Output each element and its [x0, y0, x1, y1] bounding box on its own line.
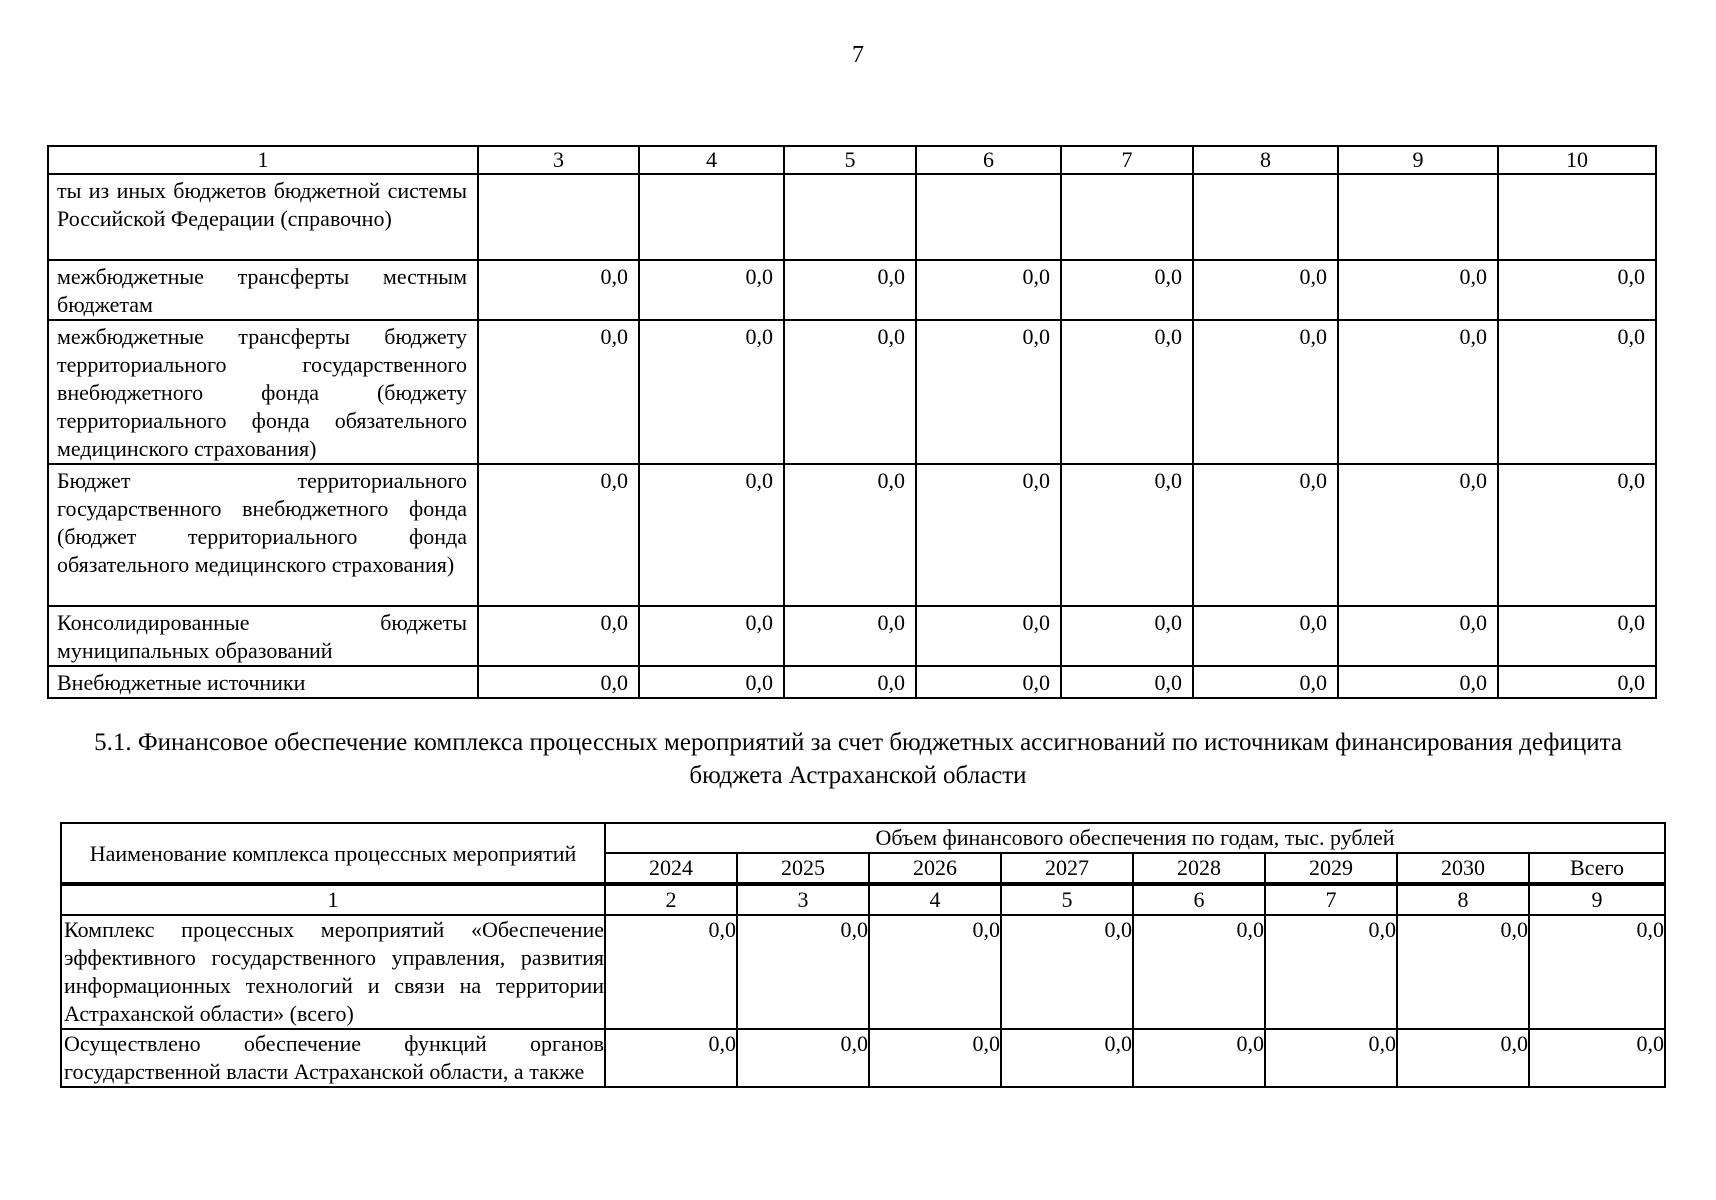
cell-value: 0,0 — [1498, 320, 1656, 464]
cell-value: 0,0 — [605, 1029, 737, 1087]
cell-value: 0,0 — [1498, 260, 1656, 320]
cell-value: 0,0 — [869, 1029, 1001, 1087]
total-header: Всего — [1529, 853, 1665, 883]
cell-value: 0,0 — [478, 606, 639, 666]
cell-value: 0,0 — [784, 464, 916, 606]
cell-value: 0,0 — [639, 320, 784, 464]
table-row — [61, 1029, 1665, 1087]
cell-value: 0,0 — [478, 320, 639, 464]
row-label: ты из иных бюджетов бюджетной системы Российской Федерации (справочно) — [48, 174, 478, 260]
section-title: 5.1. Финансовое обеспечение комплекса процессных мероприятий за счет бюджетных ассигнований по источникам финансирования дефицита бюджета Астраханской области — [94, 729, 1622, 789]
table1-col-header: 7 — [1061, 146, 1193, 174]
cell-value: 0,0 — [1001, 1029, 1133, 1087]
cell-value: 0,0 — [639, 260, 784, 320]
table2-index-row — [61, 885, 1665, 915]
cell-value: 0,0 — [916, 320, 1061, 464]
cell-value: 0,0 — [737, 915, 869, 1029]
cell-value: 0,0 — [1061, 666, 1193, 698]
table-row — [48, 464, 1656, 606]
table-row — [61, 915, 1665, 1029]
cell-value: 0,0 — [784, 260, 916, 320]
cell-value — [478, 174, 639, 260]
table2-header-row — [61, 823, 1665, 853]
cell-value: 0,0 — [1498, 606, 1656, 666]
table1-col-header: 9 — [1338, 146, 1498, 174]
row-label: Консолидированные бюджеты муниципальных образований — [48, 606, 478, 666]
cell-value: 0,0 — [916, 666, 1061, 698]
cell-value: 0,0 — [1193, 260, 1338, 320]
table1-col-header: 8 — [1193, 146, 1338, 174]
year-header: 2025 — [737, 853, 869, 883]
column-index: 1 — [61, 885, 605, 915]
table1-col-header: 4 — [639, 146, 784, 174]
cell-value: 0,0 — [1265, 915, 1397, 1029]
cell-value: 0,0 — [1193, 464, 1338, 606]
row-label: межбюджетные трансферты бюджету территориального государственного внебюджетного фонда (бюджету территориального фонда обязательного медицинского страхования) — [48, 320, 478, 464]
cell-value: 0,0 — [1061, 320, 1193, 464]
cell-value: 0,0 — [1193, 666, 1338, 698]
table1-col-header: 10 — [1498, 146, 1656, 174]
year-header: 2026 — [869, 853, 1001, 883]
column-index: 3 — [737, 885, 869, 915]
year-header: 2024 — [605, 853, 737, 883]
table1-col-header: 3 — [478, 146, 639, 174]
cell-value — [916, 174, 1061, 260]
cell-value: 0,0 — [916, 464, 1061, 606]
cell-value: 0,0 — [1133, 915, 1265, 1029]
table1-col-header: 5 — [784, 146, 916, 174]
cell-value: 0,0 — [1265, 1029, 1397, 1087]
cell-value: 0,0 — [639, 464, 784, 606]
cell-value: 0,0 — [478, 464, 639, 606]
table1-header-row — [48, 146, 1656, 174]
cell-value: 0,0 — [1529, 1029, 1665, 1087]
cell-value: 0,0 — [605, 915, 737, 1029]
cell-value: 0,0 — [784, 320, 916, 464]
cell-value: 0,0 — [1133, 1029, 1265, 1087]
table1-col-header: 1 — [48, 146, 478, 174]
column-index: 7 — [1265, 885, 1397, 915]
cell-value: 0,0 — [1061, 260, 1193, 320]
cell-value: 0,0 — [639, 606, 784, 666]
column-index: 6 — [1133, 885, 1265, 915]
column-index: 9 — [1529, 885, 1665, 915]
table1-col-header: 6 — [916, 146, 1061, 174]
name-column-header: Наименование комплекса процессных мероприятий — [61, 823, 605, 883]
cell-value: 0,0 — [1338, 464, 1498, 606]
page-number: 7 — [852, 42, 864, 68]
row-label: Бюджет территориального государственного внебюджетного фонда (бюджет территориального фонда обязательного медицинского страхования) — [48, 464, 478, 606]
year-header: 2030 — [1397, 853, 1529, 883]
table-row — [48, 666, 1656, 698]
cell-value: 0,0 — [1529, 915, 1665, 1029]
cell-value: 0,0 — [784, 606, 916, 666]
cell-value: 0,0 — [784, 666, 916, 698]
cell-value: 0,0 — [1001, 915, 1133, 1029]
cell-value: 0,0 — [1338, 666, 1498, 698]
column-index: 8 — [1397, 885, 1529, 915]
cell-value: 0,0 — [916, 260, 1061, 320]
cell-value: 0,0 — [1061, 606, 1193, 666]
cell-value: 0,0 — [1338, 606, 1498, 666]
financing-table — [60, 822, 1666, 1088]
row-label: межбюджетные трансферты местным бюджетам — [48, 260, 478, 320]
cell-value — [1498, 174, 1656, 260]
row-label: Внебюджетные источники — [48, 666, 478, 698]
table-row — [48, 606, 1656, 666]
cell-value: 0,0 — [1338, 260, 1498, 320]
cell-value: 0,0 — [478, 666, 639, 698]
cell-value: 0,0 — [1498, 666, 1656, 698]
table-row — [48, 260, 1656, 320]
budget-sources-table — [47, 145, 1657, 699]
cell-value — [1193, 174, 1338, 260]
row-label: Осуществлено обеспечение функций органов государственной власти Астраханской области, а также — [61, 1029, 605, 1087]
cell-value: 0,0 — [1338, 320, 1498, 464]
year-header: 2028 — [1133, 853, 1265, 883]
column-index: 5 — [1001, 885, 1133, 915]
cell-value — [639, 174, 784, 260]
cell-value: 0,0 — [1193, 320, 1338, 464]
cell-value: 0,0 — [737, 1029, 869, 1087]
cell-value — [1338, 174, 1498, 260]
cell-value: 0,0 — [1397, 915, 1529, 1029]
table-row — [48, 320, 1656, 464]
row-label: Комплекс процессных мероприятий «Обеспечение эффективного государственного управления, развития информационных технологий и связи на территории Астраханской области» (всего) — [61, 915, 605, 1029]
cell-value: 0,0 — [478, 260, 639, 320]
cell-value: 0,0 — [1061, 464, 1193, 606]
cell-value — [784, 174, 916, 260]
cell-value: 0,0 — [1498, 464, 1656, 606]
year-header: 2029 — [1265, 853, 1397, 883]
volume-column-header: Объем финансового обеспечения по годам, тыс. рублей — [605, 823, 1665, 853]
cell-value: 0,0 — [1397, 1029, 1529, 1087]
cell-value: 0,0 — [1193, 606, 1338, 666]
cell-value: 0,0 — [639, 666, 784, 698]
cell-value — [1061, 174, 1193, 260]
column-index: 2 — [605, 885, 737, 915]
column-index: 4 — [869, 885, 1001, 915]
cell-value: 0,0 — [869, 915, 1001, 1029]
year-header: 2027 — [1001, 853, 1133, 883]
cell-value: 0,0 — [916, 606, 1061, 666]
table-row — [48, 174, 1656, 260]
